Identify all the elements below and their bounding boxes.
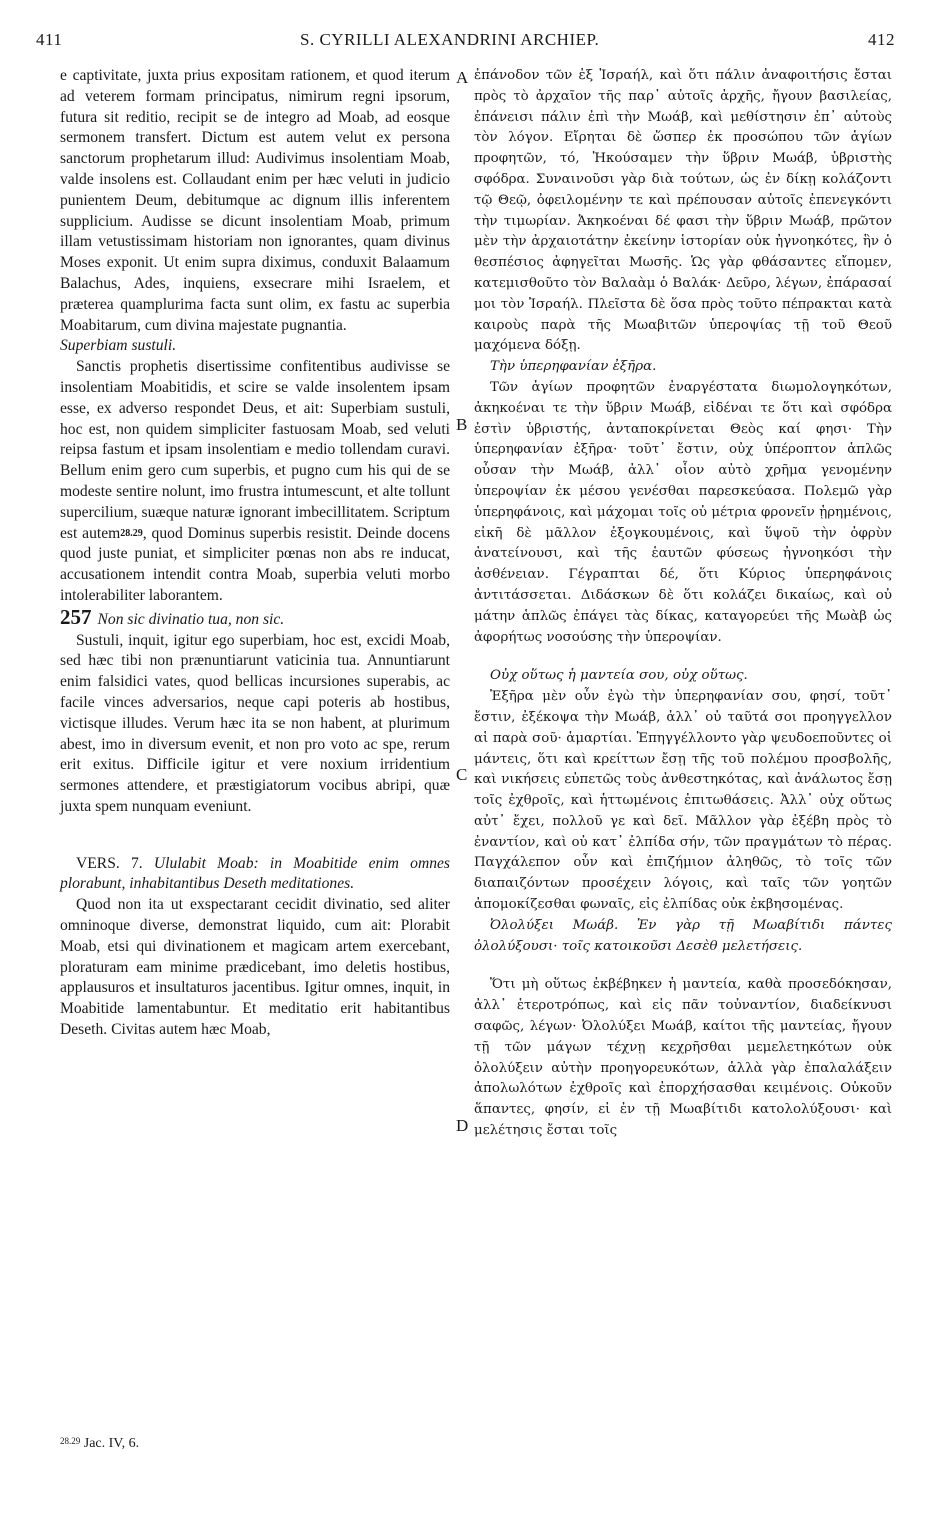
greek-paragraph-1: ἐπάνοδον τῶν ἐξ Ἰσραήλ, καὶ ὅτι πάλιν ἀναφοιτήσις ἔσται πρὸς τὸ ἀρχαῖον τῆς παρ᾽ αὐτοῖς ἀρχῆς, ἤγουν βασιλείας, ἐπάνεισι πάλιν ἐπὶ τὴν Μωάβ, καὶ μεθίστησιν ἐπ᾽ αὐτοὺς τὸν λόγον. Εἴρηται δὲ ὥσπερ ἐκ προσώπου τῶν ἁγίων προφητῶν, τό, Ἠκούσαμεν τὴν ὕβριν Μωάβ, ὑβριστὴς σφόδρα. Συναινοῦσι γὰρ διὰ τούτων, ὡς ἐν δίκῃ κολάζοντι τῷ Θεῷ, ὀφειλομένην τε καὶ πρέπουσαν αὐτοῖς ἐπενεγκόντι τὴν τιμωρίαν. Ἀκηκοέναι δέ φασι τὴν ὕβριν Μωάβ, πρῶτον μὲν τὴν ἀρχαιοτάτην ἐκείνην ἱστορίαν οὐκ ἠγνοηκότες, ἣν ὁ θεσπέσιος ἀφηγεῖται Μωσῆς. Ὡς γὰρ φθάσαντες εἴπομεν, κατεμισθοῦτο τὸν Βαλαὰμ ὁ Βαλάκ· Δεῦρο, λέγων, ἐπάρασαί μοι τὸν Ἰσραήλ. Πλεῖστα δὲ ὅσα πρὸς τοῦτο πέπρακται κατὰ καιροὺς παρὰ τῆς Μωαβιτῶν ὑπεροψίας τῇ τοῦ Θεοῦ μαχόμενα δόξῃ. [474,68,892,354]
footnote-text: Jac. IV, 6. [83,1436,140,1451]
greek-paragraph-3: Ἐξῆρα μὲν οὖν ἐγὼ τὴν ὑπερηφανίαν σου, φησί, τοῦτ᾽ ἔστιν, ἐξέκοψα τὴν Μωάβ, ἀλλ᾽ οὐ ταῦτά σοι προηγγελλον αἱ παρὰ σοῦ· ἁμαρτίαι. Ἐπηγγέλλοντο γὰρ ψευδοεποῦντες οἱ μάντεις, ὅτι καὶ κρείττων ἔσῃ τῆς τοῦ πολέμου προσβολῆς, καὶ νικήσεις εὐπετῶς τοὺς ἀνθεστηκότας, καὶ ἀνάλωτος ἔσῃ τοῖς ἐχθροῖς, καὶ ἡττωμένοις ἐπιτωθάσεις. Ἀλλ᾽ οὐχ οὕτως αὐτ᾽ ἔχει, πολλοῦ γε καὶ δεῖ. Μᾶλλον γὰρ ἐξέβη πρὸς τὸ ἐναντίον, καὶ οὐ κατ᾽ ἐλπίδα σήν, τῶν πραγμάτων τὸ πέρας. Παγχάλεπον οὖν καὶ ἐπιζήμιον ἀληθῶς, τὸ τοῖς τῶν διαπαιζόντων προσέχειν λόγοις, καὶ ταῖς τῶν γοητῶν ἀπομοκίζεσθαι φωναῖς, εἰς ἐλπίδας οὐκ ἐκβησομένας. [474,689,892,913]
verse-heading [60,854,450,896]
latin-paragraph-2b: , quod Dominus superbis resistit. Deinde docens quod juste puniat, et simpliciter pœnas non abs re inducat, accusationem intendit contra Moab, superbia veluti morbo intolerabiliter laborantem. [60,524,450,604]
footnote-ref: 28.29 [60,1436,81,1446]
latin-paragraph-4: Quod non ita ut exspectarant cecidit divinatio, sed aliter omninoque diverse, demonstrat liquido, cum ait: Plorabit Moab, etsi qui divinationem et magicam artem exercebant, ploraturam eam minime prædicebant, imo deletis hostibus, applausuros et insultaturos jacentibus. Igitur omnes, inquit, in Moabitide lamentabuntur. Et meditatio erit habitantibus Deseth. Civitas autem hæc Moab, [60,896,450,1039]
page-number-left: 411 [36,30,63,49]
latin-lemma-2: Non sic divinatio tua, non sic. [97,610,285,628]
section-number: 257 [60,604,92,629]
spacer [474,648,892,666]
latin-column [60,66,450,1041]
verse-label: VERS. 7. [76,854,143,872]
greek-lemma-2: Οὐχ οὕτως ἡ μαντεία σου, οὐχ οὕτως. [490,668,748,684]
margin-letter-b: B [456,415,468,434]
greek-paragraph-4: Ὅτι μὴ οὕτως ἐκβέβηκεν ἡ μαντεία, καθὰ προσεδόκησαν, ἀλλ᾽ ἑτεροτρόπως, καὶ εἰς πᾶν τοὐναντίον, διαδείκνυσι σαφῶς, λέγων· Ὀλολύξει Μωάβ, καίτοι τῆς μαντείας, ἤγουν τῇ τῶν μάγων τέχνῃ κεχρῆσθαι μεμελετηκότων οὐκ ὀλολύξειν αὐτὴν προηγορευκότων, ἀλλὰ γὰρ ἐπαλαλάξειν ἀπολωλότων ἐχθροῖς καὶ ἐπορχήσασθαι κειμένοις. Οὐκοῦν ἅπαντες, φησίν, εἰ ἐν τῇ Μωαβίτιδι κατολολύξουσι· καὶ μελέτησις ἔσται τοῖς [474,977,892,1139]
verse-text: Ululabit Moab: in Moabitide enim omnes plorabunt, inhabitantibus Deseth meditationes. [60,854,450,893]
greek-paragraph-2: Τῶν ἁγίων προφητῶν ἐναργέστατα διωμολογηκότων, ἀκηκοέναι τε τὴν ὕβριν Μωάβ, εἰδέναι τε ὅτι καὶ σφόδρα ἐστὶν ὑβριστής, ἀνταποκρίνεται Θεὸς καί φησι· Τὴν ὑπερηφανίαν ἐξῆρα· τοῦτ᾽ ἔστιν, οὐχ ὑπέροπτον ἁπλῶς οὖσαν τὴν Μωάβ, ἀλλ᾽ οἷον αὐτὸ χρῆμα γενομένην ὑπεροψίαν ἐκ μέσου γενέσθαι παρεσκεύασα. Πολεμῶ γὰρ ὑπερηφάνοις, καὶ μάχομαι τοῖς οὐ μέτρια φρονεῖν ᾑρημένοις, εἰκῆ δὲ μᾶλλον ἐξογκουμένοις, καὶ ὕψοῦ τὴν ὀφρὺν ἀνατείνουσι, καὶ τῆς ἑαυτῶν φύσεως ἠγνοηκόσι τὴν ἀσθένειαν. Γέγραπται δέ, ὅτι Κύριος ὑπερηφάνοις ἀντιτάσσεται. Διδάσκων δὲ ὅτι κολάζει δικαίως, καὶ οὐ μάτην ἁπλῶς ἐπάγει τὰς δίκας, καταγορεύει τῆς Μωὰβ ὡς ἀφορήτως νοσούσης τὴν ὑπεροψίαν. [474,379,892,645]
latin-paragraph-3: Sustuli, inquit, igitur ego superbiam, hoc est, excidi Moab, sed hæc tibi non prænuntiarunt vaticinia tua. Annuntiarunt enim falsidici vates, quod bellicas incursiones superabis, ac facile vinces adversarios, neque capi poteris ab hostibus, victisque illudes. Verum hæc ita se non habent, at plurimum abest, imo in diversum evenit, et non pro voto ac spe, rerum erit exitus. Difficile igitur et vere noxium irridentium sermones attendere, et præstigiatorum vocibus abripi, quæ juxta spem nunquam eveniunt. [60,631,450,815]
footnote [60,1436,139,1452]
greek-lemma-3: Ὀλολύξει Μωάβ. Ἐν γὰρ τῇ Μωαβίτιδι πάντες ὀλολύξουσι· τοῖς κατοικοῦσι Δεσὲθ μελετήσεις. [474,917,892,954]
page-number-right: 412 [868,30,895,49]
greek-lemma-1: Τὴν ὑπερηφανίαν ἐξῆρα. [490,359,657,375]
greek-column [474,66,892,1142]
latin-paragraph-2a: Sanctis prophetis disertissime confitentibus audivisse se insolentiam Moabitidis, et scire se valde insolentem ipsam esse, ex adverso respondet Deus, et ait: Superbiam sustuli, hoc est, non quidem simpliciter fastuosam Moab, sed veluti reipsa fastum et ipsam insolentiam e medio tollendam curavi. Bellum enim gero cum superbis, et pugno cum his qui de se modeste sentire nolunt, imo frustra intumescunt, et alte tollunt supercilium, suæque naturæ ignorant imbecillitatem. Scriptum est autem [60,358,450,542]
margin-letter-c: C [456,765,468,784]
latin-lemma-2-line [60,604,450,631]
margin-letter-a: A [456,68,469,87]
spacer [474,957,892,975]
margin-letter-d: D [456,1116,469,1135]
scripture-reference: 28.29 [120,527,143,539]
latin-paragraph-1: e captivitate, juxta prius expositam rationem, et quod iterum ad veterem formam principatus, nimirum regni ipsorum, futura sit reditio, recipit se de integro ad Moab, ad eosque sermonem transfert. Dictum est autem velut ex persona sanctorum prophetarum illud: Audivimus insolentiam Moab, valde insolens est. Collaudant enim per hæc veluti in judicio punientem Deum, debitumque ac dignum illis inferentem supplicium. Audisse se dicunt insolentiam Moab, primum illam vetustissimam historiam non ignorantes, quam divinus Moses exponit. Ut enim supra diximus, conduxit Balaamum Balachus, Ades, inquiens, exsecrare mihi Israelem, et præterea quamplurima facta sunt olim, ex fastu ac superbia Moabitarum, cum divina majestate pugnantia. [60,67,450,334]
latin-paragraph-2 [60,357,450,607]
latin-lemma-1: Superbiam sustuli. [60,337,177,355]
running-title: S. CYRILLI ALEXANDRINI ARCHIEP. [300,30,600,49]
spacer [60,818,450,854]
